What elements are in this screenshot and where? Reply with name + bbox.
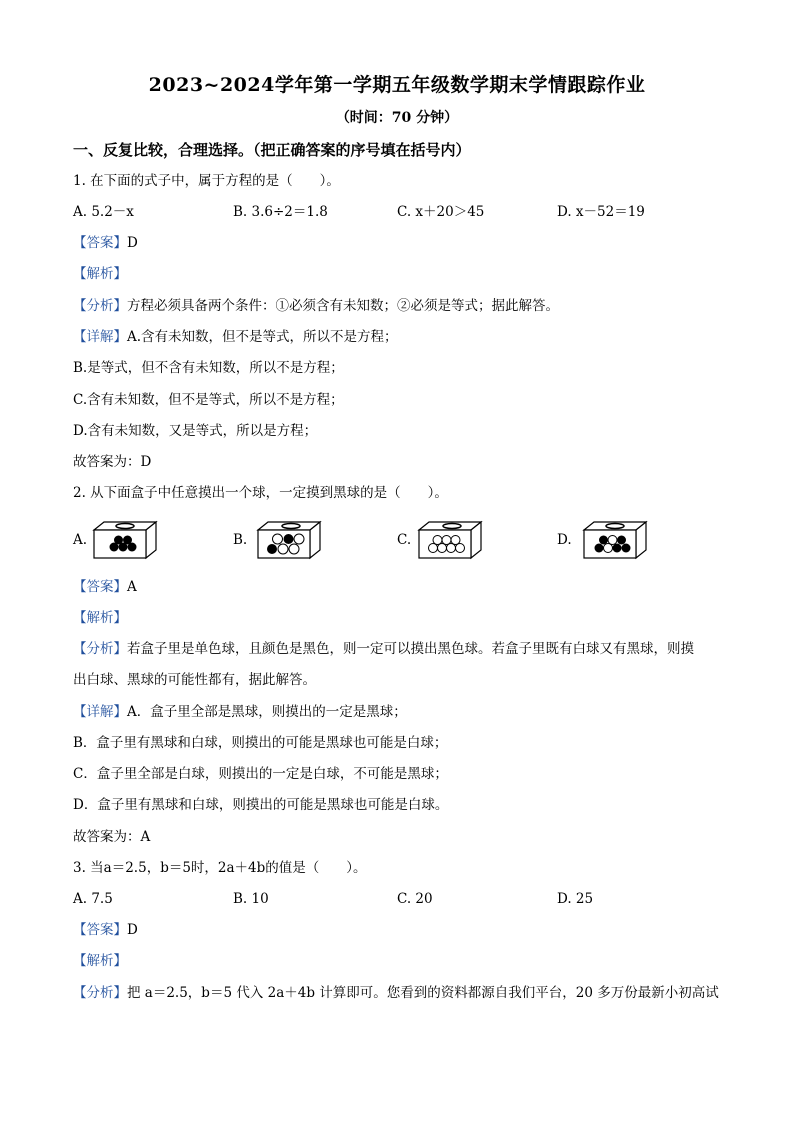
q1-option-a: A. 5.2－x [73, 204, 134, 220]
xiangjie-text: A.含有未知数，但不是等式，所以不是方程； [127, 329, 398, 345]
q3-answer [73, 920, 138, 940]
xiangjie-text: A．盒子里全部是黑球，则摸出的一定是黑球； [127, 704, 407, 720]
q1-analysis-tag: 【解析】 [73, 266, 127, 282]
q1-xiangjie [73, 327, 398, 347]
q1-stem: 1. 在下面的式子中，属于方程的是（ ）。 [73, 173, 340, 189]
box-d-image [582, 520, 648, 560]
fenxi-tag: 【分析】 [73, 298, 127, 314]
q3-stem: 3. 当a＝2.5，b＝5时，2a＋4b的值是（ ）。 [73, 860, 367, 876]
q2-detail-c: C．盒子里全部是白球，则摸出的一定是白球，不可能是黑球； [73, 766, 448, 782]
q2-detail-d: D．盒子里有黑球和白球，则摸出的可能是黑球也可能是白球。 [73, 797, 449, 813]
q2-answer [73, 577, 137, 597]
answer-tag: 【答案】 [73, 235, 127, 251]
box-b-image [256, 520, 322, 560]
q1-fenxi [73, 296, 559, 316]
q1-option-c: C. x＋20＞45 [397, 204, 485, 220]
q2-option-d-label: D. [557, 532, 572, 548]
fenxi-text: 把 a＝2.5，b＝5 代入 2a＋4b 计算即可。您看到的资料都源自我们平台，20 多万份最新小初高试 [127, 985, 719, 1001]
xiangjie-tag: 【详解】 [73, 329, 127, 345]
answer-value: D [127, 922, 138, 938]
document-title: 2023~2024学年第一学期五年级数学期末学情跟踪作业 [148, 74, 646, 96]
q3-option-d: D. 25 [557, 891, 594, 907]
box-a-image [92, 520, 158, 560]
q2-detail-b: B．盒子里有黑球和白球，则摸出的可能是黑球也可能是白球； [73, 735, 448, 751]
fenxi-text: 方程必须具备两个条件：①必须含有未知数；②必须是等式；据此解答。 [127, 298, 559, 314]
q1-answer [73, 233, 138, 253]
answer-value: A [127, 579, 137, 595]
q1-detail-b: B.是等式，但不含有未知数，所以不是方程； [73, 360, 344, 376]
xiangjie-tag: 【详解】 [73, 704, 127, 720]
q1-detail-d: D.含有未知数，又是等式，所以是方程； [73, 423, 318, 439]
q2-final-answer: 故答案为：A [73, 829, 151, 845]
q2-stem: 2. 从下面盒子中任意摸出一个球，一定摸到黑球的是（ ）。 [73, 485, 448, 501]
box-c-image [417, 520, 483, 560]
q2-analysis-tag: 【解析】 [73, 610, 127, 626]
q2-option-a-label: A. [73, 532, 88, 548]
q2-fenxi-line1 [73, 639, 694, 659]
exam-duration: （时间：70 分钟） [335, 110, 459, 126]
fenxi-text: 若盒子里是单色球，且颜色是黑色，则一定可以摸出黑色球。若盒子里既有白球又有黑球，则摸 [127, 641, 694, 657]
q1-option-d: D. x－52＝19 [557, 204, 645, 220]
q2-xiangjie [73, 702, 407, 722]
q3-analysis-tag: 【解析】 [73, 953, 127, 969]
q3-option-b: B. 10 [233, 891, 269, 907]
q2-option-b-label: B. [233, 532, 248, 548]
section-heading: 一、反复比较，合理选择。（把正确答案的序号填在括号内） [73, 141, 471, 159]
q3-fenxi [73, 983, 719, 1003]
q3-option-c: C. 20 [397, 891, 433, 907]
answer-tag: 【答案】 [73, 922, 127, 938]
q2-option-c-label: C. [397, 532, 412, 548]
q3-option-a: A. 7.5 [73, 891, 113, 907]
answer-tag: 【答案】 [73, 579, 127, 595]
fenxi-tag: 【分析】 [73, 641, 127, 657]
q2-fenxi-line2: 出白球、黑球的可能性都有，据此解答。 [73, 672, 316, 688]
q1-detail-c: C.含有未知数，但不是等式，所以不是方程； [73, 392, 344, 408]
fenxi-tag: 【分析】 [73, 985, 127, 1001]
q1-final-answer: 故答案为：D [73, 454, 152, 470]
answer-value: D [127, 235, 138, 251]
q1-option-b: B. 3.6÷2＝1.8 [233, 204, 328, 220]
